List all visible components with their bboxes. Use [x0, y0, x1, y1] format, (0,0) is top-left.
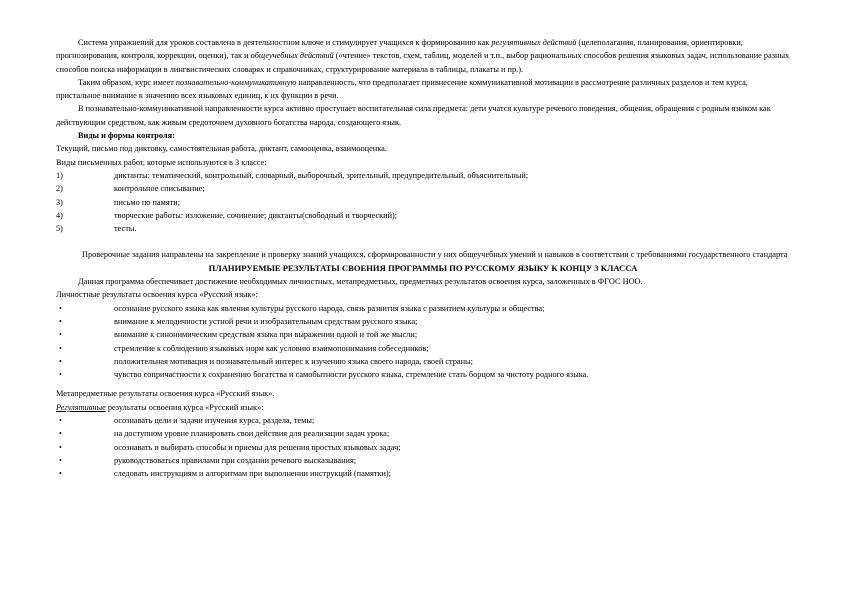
list-text: внимание к мелодичности устной речи и изобразительным средствам русского языка;: [114, 316, 418, 326]
paragraph-exercise-system: [56, 36, 790, 76]
list-text: положительная мотивация и познавательный интерес к изучению языка своего народа, своей страны;: [114, 356, 473, 366]
spacer: [56, 235, 790, 248]
bullet-icon: •: [59, 343, 62, 353]
text: направленность, что предполагает привнесение коммуникативной мотивации в рассмотрение различных разделов и тем курса, пристальное внимание к значению всех языковых единиц, к их функции в речи.: [56, 77, 748, 101]
list-item: [56, 414, 790, 427]
list-item: [56, 182, 790, 195]
text: Личностные: [56, 290, 101, 300]
bullet-icon: •: [59, 316, 62, 326]
control-heading: Виды и формы контроля:: [78, 131, 175, 141]
personal-results-list: [56, 302, 790, 382]
text: результаты освоения курса «Русский язык»:: [105, 402, 264, 412]
list-number: 1): [56, 170, 63, 180]
list-number: 2): [56, 184, 63, 194]
text: результаты освоения курса «Русский язык».: [116, 389, 275, 399]
text: (целеполагания, планирования, ориентировки, прогнозирования, контроля, коррекции, оценки), так и: [56, 38, 743, 61]
emphasis: Регулятивные: [56, 402, 106, 412]
list-item: [56, 342, 790, 355]
list-item: [56, 454, 790, 467]
bullet-icon: •: [59, 416, 62, 426]
list-item: [56, 368, 790, 381]
list-text: на доступном уровне планировать свои действия для реализации задач урока;: [114, 429, 390, 439]
written-works-list: [56, 169, 790, 235]
text: («чтение» текстов, схем, таблиц, моделей и т.п., выбор рациональных способов решения языковых задач, использование разных способов поиска информации в лингвистических словарях и справочниках, структурирование материала в таблицы, плакаты и пр.).: [56, 51, 790, 74]
text: результаты освоения курса «Русский язык»:: [100, 290, 258, 300]
list-number: 3): [56, 197, 63, 207]
bullet-icon: •: [59, 469, 62, 479]
list-text: руководствоваться правилами при создании речевого высказывания;: [114, 455, 357, 465]
list-item: [56, 355, 790, 368]
list-item: [56, 169, 790, 182]
bullet-icon: •: [59, 356, 62, 366]
bullet-icon: •: [59, 330, 62, 340]
regulatory-results-heading: [56, 401, 790, 414]
meta-results-heading: [56, 387, 790, 400]
list-item: [56, 196, 790, 209]
list-item: [56, 441, 790, 454]
list-item: [56, 427, 790, 440]
emphasis: общеучебных действий: [250, 51, 334, 61]
written-works-intro: Виды письменных работ, которые используются в 3 классе:: [56, 157, 267, 167]
control-forms-line: Текущий, письмо под диктовку, самостоятельная работа, диктант, самооценка, взаимооценка.: [56, 144, 387, 154]
personal-results-heading: [56, 288, 790, 301]
section-title: ПЛАНИРУЕМЫЕ РЕЗУЛЬТАТЫ СВОЕНИЯ ПРОГРАММЫ ПО РУССКОМУ ЯЗЫКУ К КОНЦУ 3 КЛАССА: [208, 262, 638, 273]
paragraph-upbringing: В познавательно-коммуникативной направленности курса активно проступает воспитательная сила предмета: дети учатся культуре речевого поведения, общения, обращения с родным языком как действующим средством, как живым средоточием духовного богатства народа, создающего язык.: [56, 104, 771, 127]
list-item: [56, 467, 790, 480]
list-text: тесты.: [114, 224, 137, 234]
list-item: [56, 302, 790, 315]
list-text: контрольное списывание;: [114, 184, 205, 194]
list-text: следовать инструкциям и алгоритмам при выполнении инструкций (памятки);: [114, 469, 391, 479]
text: Таким образом, курс имеет: [78, 77, 176, 87]
list-text: осознавать и выбирать способы и приемы для решения простых языковых задач;: [114, 442, 401, 452]
document-body: [56, 36, 790, 481]
list-item: [56, 222, 790, 235]
text: Система упражнений для уроков составлена в деятельностном ключе и стимулирует учащихся к формированию как: [78, 38, 492, 47]
bullet-icon: •: [59, 429, 62, 439]
list-number: 4): [56, 210, 63, 220]
list-item: [56, 315, 790, 328]
regulatory-results-list: [56, 414, 790, 480]
emphasis: регулятивных действий: [491, 38, 577, 47]
list-item: [56, 209, 790, 222]
list-text: внимание к синонимическим средствам языка при выражении одной и той же мысли;: [114, 330, 418, 340]
text: Метапредметные: [56, 389, 117, 399]
paragraph-program-results: Данная программа обеспечивает достижение необходимых личностных, метапредметных, предметных результатов освоения курса, заложенных в ФГОС НОО.: [78, 277, 643, 287]
bullet-icon: •: [59, 455, 62, 465]
bullet-icon: •: [59, 442, 62, 452]
list-text: письмо по памяти;: [114, 197, 181, 207]
list-text: диктанты: тематический, контрольный, словарный, выборочный, зрительный, предупредительный, объяснительный;: [114, 170, 529, 180]
list-number: 5): [56, 224, 63, 234]
bullet-icon: •: [59, 370, 62, 380]
bullet-icon: •: [59, 303, 62, 313]
list-text: осознание русского языка как явления культуры русского народа, связь развития языка с развитием культуры и общества;: [114, 303, 545, 313]
paragraph-course-orientation: [56, 76, 790, 103]
list-text: стремление к соблюдению языковых норм как условию взаимопонимания собеседников;: [114, 343, 429, 353]
list-text: творческие работы: изложение, сочинение; диктанты(свободный и творческий);: [114, 210, 398, 220]
paragraph-verification-tasks: Проверочные задания направлены на закрепление и проверку знаний учащихся, сформированности у них общеучебных умений и навыков в соответствии с требованиями государственного стандарта: [82, 250, 788, 260]
list-text: чувство сопричастности к сохранению богатства и самобытности русского языка, стремление стать борцом за чистоту родного языка.: [114, 370, 589, 380]
list-text: осознавать цели и задачи изучения курса, раздела, темы;: [114, 416, 315, 426]
emphasis: познавательно-коммуникативную: [175, 77, 297, 87]
list-item: [56, 328, 790, 341]
